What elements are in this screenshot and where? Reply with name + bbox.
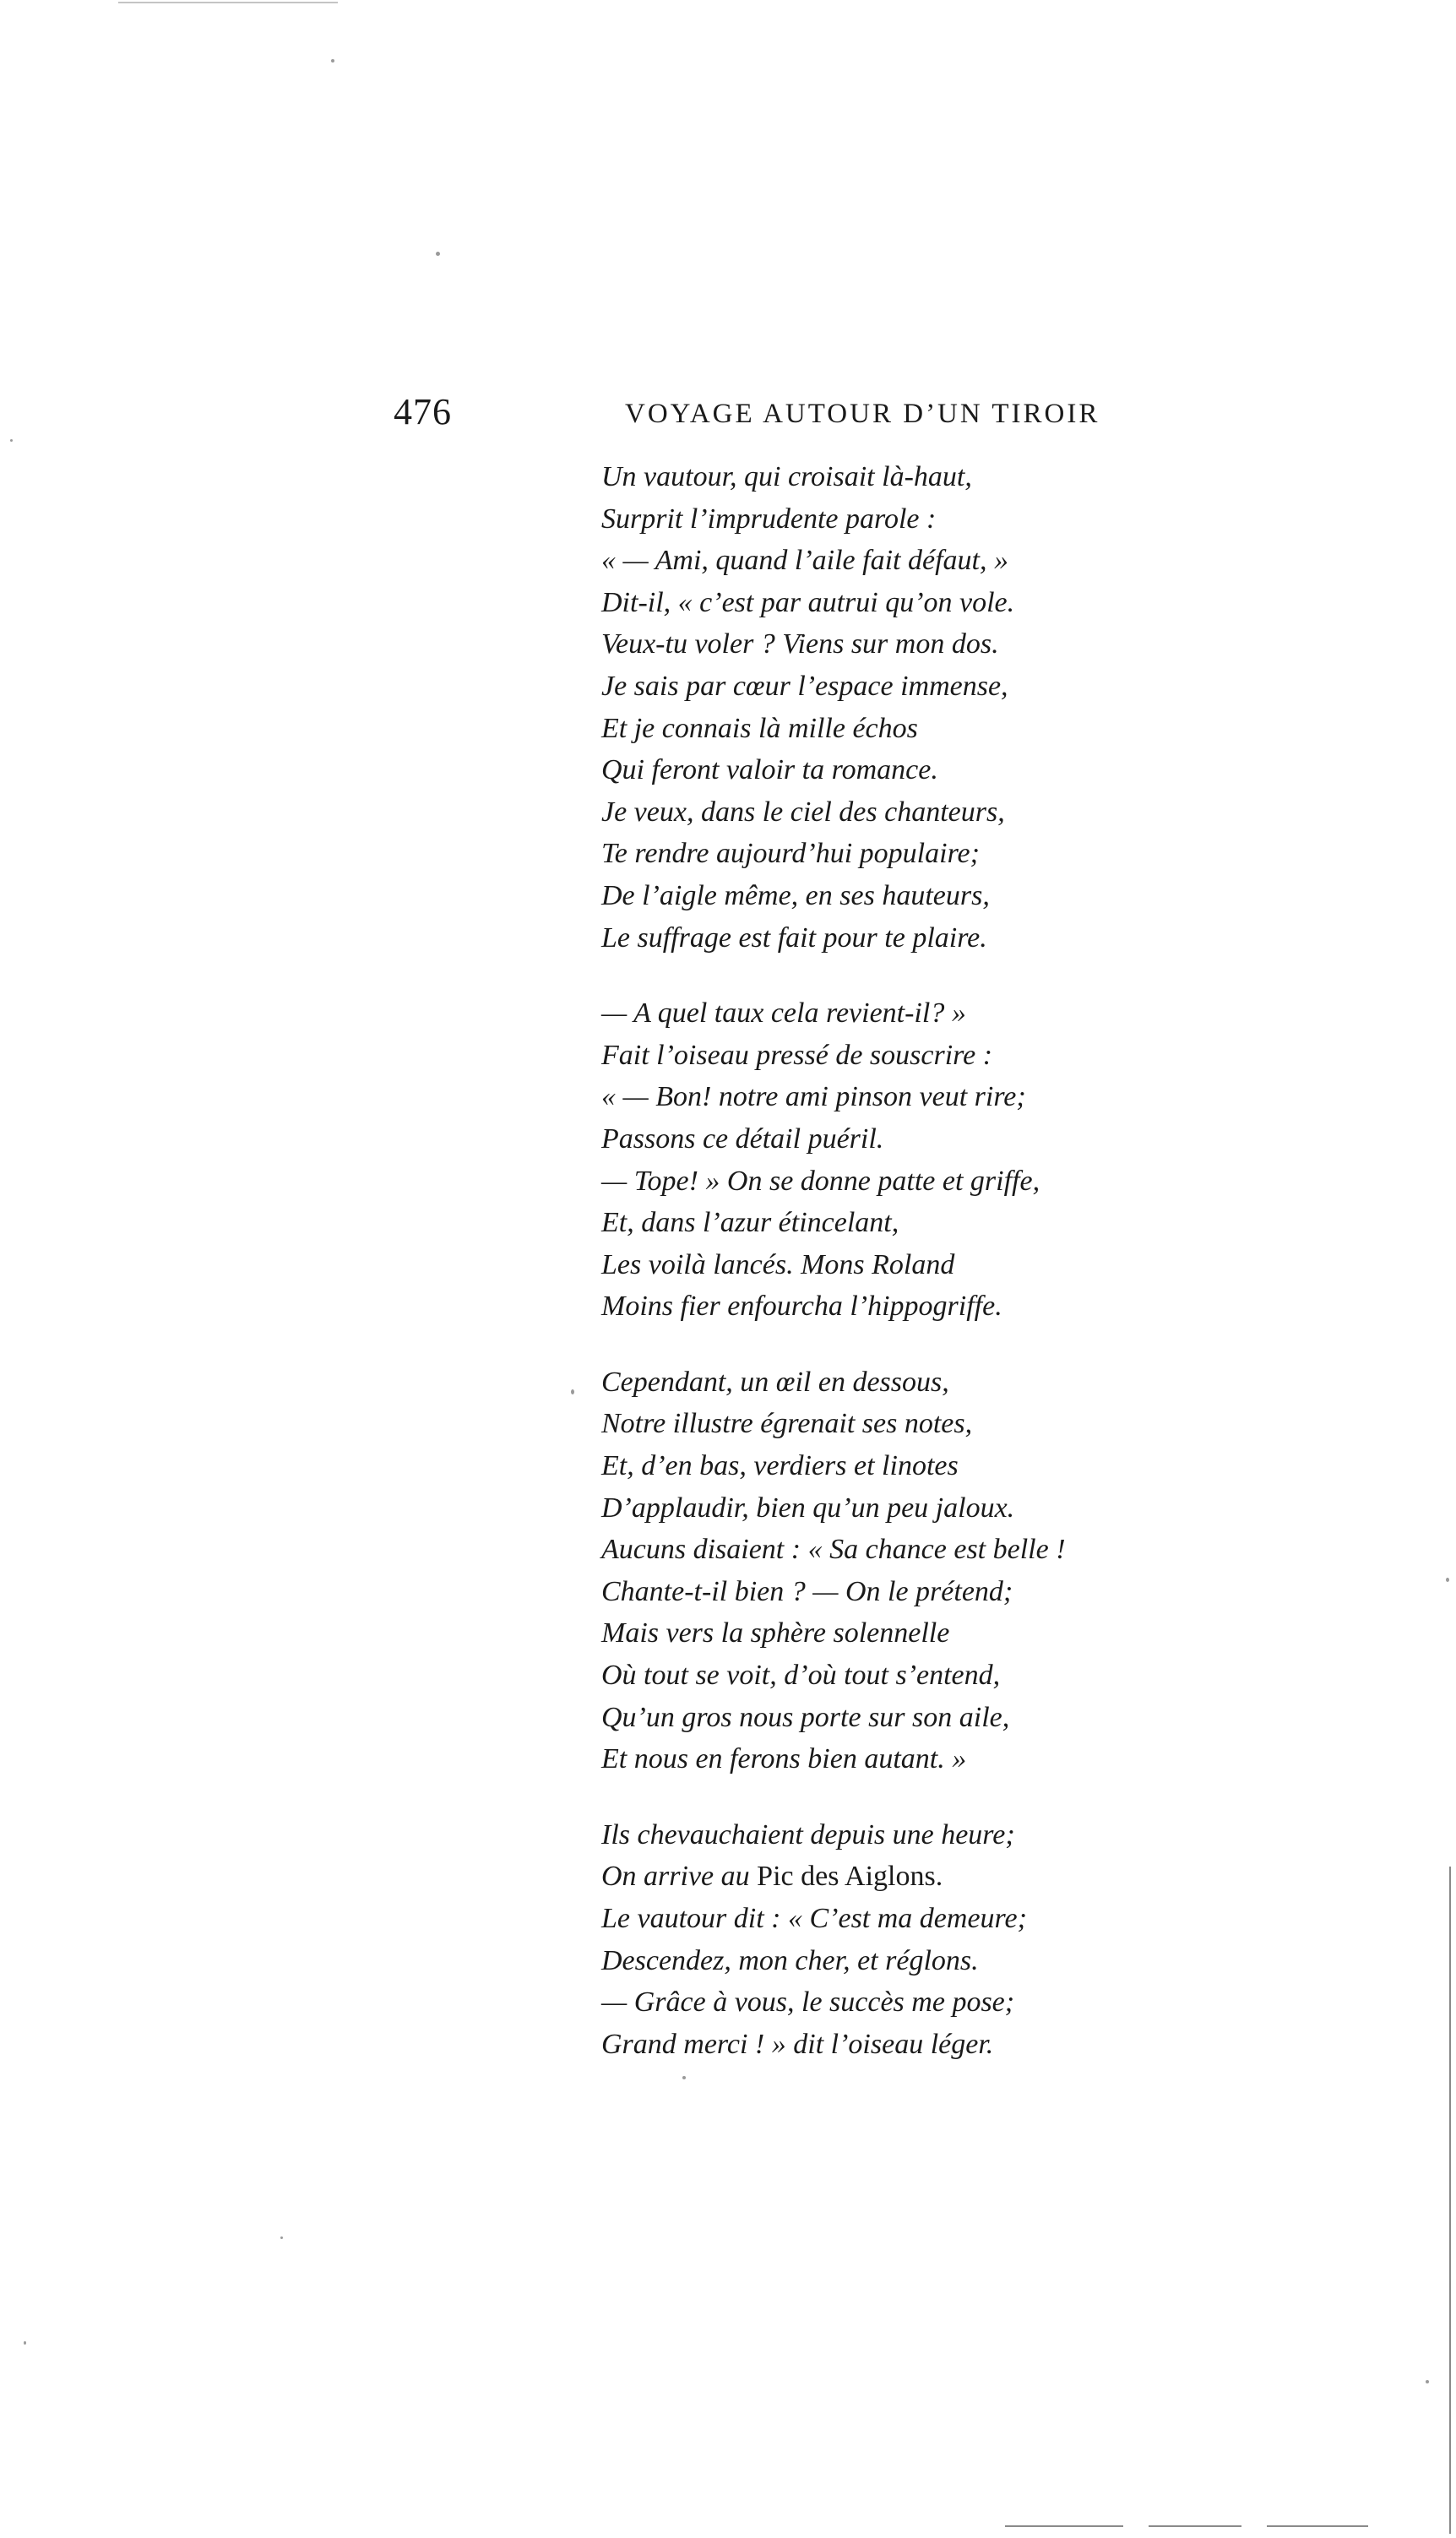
verse-line: Les voilà lancés. Mons Roland	[601, 1248, 955, 1280]
verse-line: Le suffrage est fait pour te plaire.	[601, 921, 987, 954]
scan-speck	[1446, 1578, 1449, 1582]
verse-line: Et, dans l’azur étincelant,	[601, 1207, 899, 1239]
verse-line: Le vautour dit : « C’est ma demeure;	[601, 1903, 1027, 1934]
verse-line: Et nous en ferons bien autant. »	[601, 1743, 967, 1775]
verse-line: Veux-tu voler ? Viens sur mon dos.	[601, 628, 999, 660]
verse-line: « — Ami, quand l’aile fait défaut, »	[601, 545, 1008, 577]
verse-line: Dit-il, « c’est par autrui qu’on vole.	[601, 586, 1015, 618]
scan-speck	[280, 2236, 283, 2239]
scan-edge-line	[118, 2, 338, 3]
stanza-2	[601, 992, 1108, 1328]
scan-speck	[571, 1389, 574, 1394]
verse-line: Notre illustre égrenait ses notes,	[601, 1408, 973, 1440]
scan-edge-line	[1005, 2525, 1123, 2527]
verse-line: Un vautour, qui croisait là-haut,	[601, 461, 972, 492]
place-name: Pic des Aiglons.	[757, 1861, 943, 1893]
verse-line: Ils chevauchaient depuis une heure;	[601, 1818, 1015, 1851]
verse-line: Où tout se voit, d’où tout s’entend,	[601, 1660, 1001, 1692]
verse-line: Chante-t-il bien ? — On le prétend;	[601, 1575, 1013, 1607]
scan-speck	[24, 2341, 26, 2345]
verse-line: Et je connais là mille échos	[601, 712, 918, 744]
verse-line: Et, d’en bas, verdiers et linotes	[601, 1450, 959, 1482]
verse-line: — Tope! » On se donne patte et griffe,	[601, 1165, 1040, 1197]
stanza-3	[601, 1361, 1108, 1780]
verse-line: Je veux, dans le ciel des chanteurs,	[601, 796, 1005, 828]
stanza-1	[601, 456, 1108, 959]
scan-speck	[1426, 2380, 1429, 2383]
scan-speck	[436, 252, 440, 256]
verse-line: — A quel taux cela revient-il? »	[601, 997, 966, 1030]
verse-line: Aucuns disaient : « Sa chance est belle !	[601, 1534, 1066, 1566]
running-title: VOYAGE AUTOUR D’UN TIROIR	[625, 399, 1100, 429]
verse-line: De l’aigle même, en ses hauteurs,	[601, 879, 990, 911]
scan-speck	[682, 2076, 686, 2079]
verse-line: Fait l’oiseau pressé de souscrire :	[601, 1039, 993, 1071]
verse-line	[601, 1856, 1108, 1898]
verse-line: Qui feront valoir ta romance.	[601, 754, 938, 786]
stanza-4	[601, 1814, 1108, 2066]
verse-line: Je sais par cœur l’espace immense,	[601, 670, 1008, 702]
scan-edge-line	[1149, 2525, 1241, 2527]
verse-line: « — Bon! notre ami pinson veut rire;	[601, 1081, 1026, 1113]
poem	[601, 456, 1108, 2099]
page-number: 476	[394, 391, 452, 432]
verse-line: Qu’un gros nous porte sur son aile,	[601, 1701, 1010, 1733]
verse-line: Surprit l’imprudente parole :	[601, 503, 937, 535]
verse-line: — Grâce à vous, le succès me pose;	[601, 1986, 1015, 2019]
verse-line: Grand merci ! » dit l’oiseau léger.	[601, 2028, 994, 2060]
verse-line: Cependant, un œil en dessous,	[601, 1366, 949, 1398]
verse-line: D’applaudir, bien qu’un peu jaloux.	[601, 1492, 1015, 1524]
scan-speck	[331, 59, 334, 62]
verse-line: Descendez, mon cher, et réglons.	[601, 1944, 979, 1976]
verse-line: Te rendre aujourd’hui populaire;	[601, 838, 980, 870]
verse-line-italic-part: On arrive au	[601, 1861, 750, 1893]
verse-line: Moins fier enfourcha l’hippogriffe.	[601, 1291, 1002, 1323]
scan-speck	[10, 439, 13, 442]
scan-edge-line	[1449, 1867, 1451, 2534]
verse-line: Passons ce détail puéril.	[601, 1122, 884, 1155]
scan-edge-line	[1267, 2525, 1368, 2527]
verse-line: Mais vers la sphère solennelle	[601, 1617, 950, 1649]
